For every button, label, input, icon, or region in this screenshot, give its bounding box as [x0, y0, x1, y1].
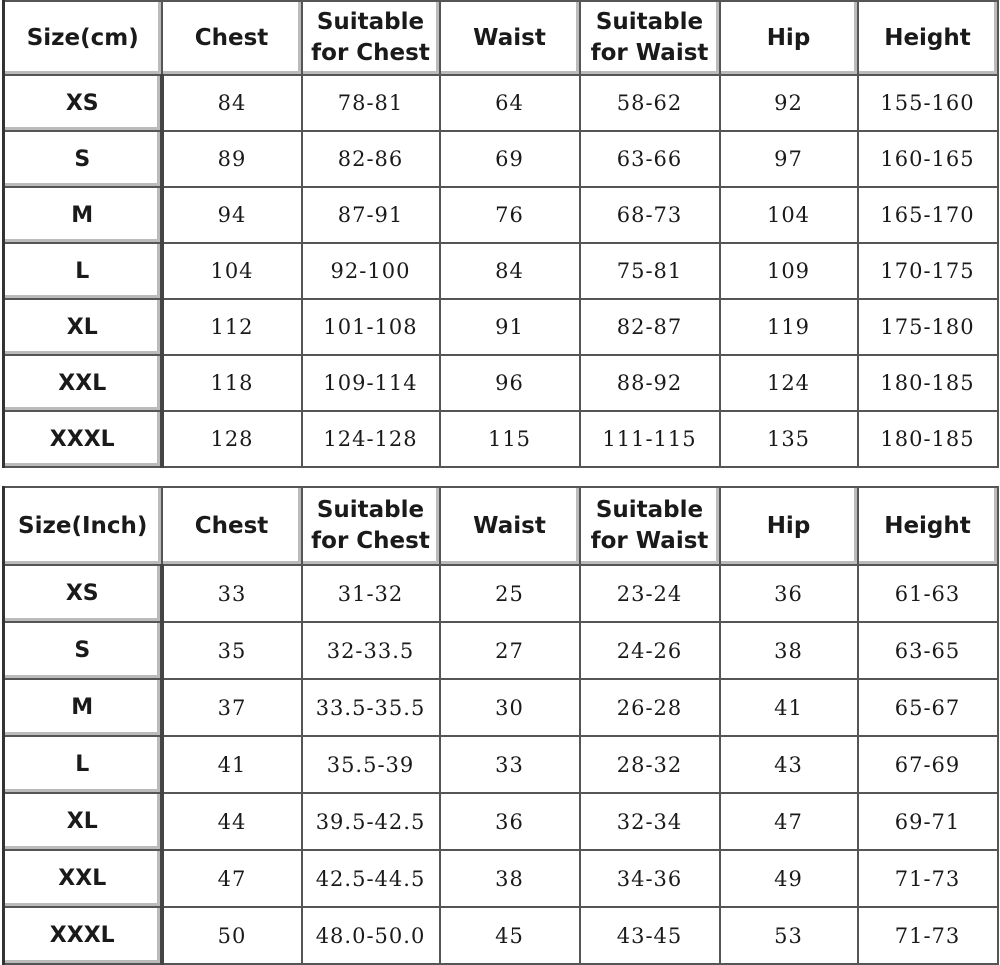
- header-suitable-waist: Suitable for Waist: [580, 1, 720, 75]
- size-label: S: [4, 622, 162, 679]
- header-waist: Waist: [440, 487, 580, 565]
- waist-value: 115: [440, 411, 580, 467]
- size-label: XL: [4, 793, 162, 850]
- header-chest: Chest: [162, 1, 302, 75]
- hip-value: 124: [720, 355, 858, 411]
- table-row: [4, 187, 998, 243]
- suitable-chest-value: 42.5-44.5: [302, 850, 440, 907]
- size-chart-inch-table: [2, 486, 999, 965]
- suitable-chest-value: 124-128: [302, 411, 440, 467]
- chest-value: 50: [162, 907, 302, 964]
- height-value: 175-180: [858, 299, 998, 355]
- header-waist: Waist: [440, 1, 580, 75]
- chest-value: 33: [162, 565, 302, 622]
- height-value: 180-185: [858, 411, 998, 467]
- height-value: 61-63: [858, 565, 998, 622]
- chest-value: 84: [162, 75, 302, 131]
- hip-value: 92: [720, 75, 858, 131]
- hip-value: 36: [720, 565, 858, 622]
- height-value: 67-69: [858, 736, 998, 793]
- waist-value: 96: [440, 355, 580, 411]
- suitable-waist-value: 26-28: [580, 679, 720, 736]
- header-chest: Chest: [162, 487, 302, 565]
- suitable-waist-value: 32-34: [580, 793, 720, 850]
- table-row: [4, 299, 998, 355]
- suitable-chest-value: 48.0-50.0: [302, 907, 440, 964]
- size-label: XXXL: [4, 411, 162, 467]
- table-header-row: [4, 487, 998, 565]
- chest-value: 94: [162, 187, 302, 243]
- header-suitable-chest: Suitable for Chest: [302, 1, 440, 75]
- chest-value: 89: [162, 131, 302, 187]
- height-value: 180-185: [858, 355, 998, 411]
- table-row: [4, 75, 998, 131]
- hip-value: 109: [720, 243, 858, 299]
- suitable-waist-value: 43-45: [580, 907, 720, 964]
- waist-value: 91: [440, 299, 580, 355]
- height-value: 165-170: [858, 187, 998, 243]
- table-header-row: [4, 1, 998, 75]
- suitable-chest-value: 33.5-35.5: [302, 679, 440, 736]
- hip-value: 49: [720, 850, 858, 907]
- table-row: [4, 907, 998, 964]
- suitable-chest-value: 109-114: [302, 355, 440, 411]
- hip-value: 53: [720, 907, 858, 964]
- hip-value: 43: [720, 736, 858, 793]
- suitable-waist-value: 75-81: [580, 243, 720, 299]
- height-value: 160-165: [858, 131, 998, 187]
- table-row: [4, 850, 998, 907]
- suitable-waist-value: 88-92: [580, 355, 720, 411]
- size-label: L: [4, 243, 162, 299]
- height-value: 63-65: [858, 622, 998, 679]
- header-hip: Hip: [720, 487, 858, 565]
- chest-value: 35: [162, 622, 302, 679]
- suitable-waist-value: 63-66: [580, 131, 720, 187]
- hip-value: 104: [720, 187, 858, 243]
- suitable-waist-value: 58-62: [580, 75, 720, 131]
- size-label: XS: [4, 565, 162, 622]
- chest-value: 37: [162, 679, 302, 736]
- chest-value: 112: [162, 299, 302, 355]
- chest-value: 47: [162, 850, 302, 907]
- table-row: [4, 736, 998, 793]
- waist-value: 33: [440, 736, 580, 793]
- suitable-chest-value: 87-91: [302, 187, 440, 243]
- chest-value: 118: [162, 355, 302, 411]
- suitable-waist-value: 23-24: [580, 565, 720, 622]
- waist-value: 45: [440, 907, 580, 964]
- suitable-chest-value: 39.5-42.5: [302, 793, 440, 850]
- height-value: 170-175: [858, 243, 998, 299]
- size-label: XS: [4, 75, 162, 131]
- suitable-chest-value: 31-32: [302, 565, 440, 622]
- size-label: M: [4, 679, 162, 736]
- table-row: [4, 679, 998, 736]
- chest-value: 128: [162, 411, 302, 467]
- hip-value: 38: [720, 622, 858, 679]
- size-label: L: [4, 736, 162, 793]
- suitable-chest-value: 78-81: [302, 75, 440, 131]
- table-row: [4, 131, 998, 187]
- header-suitable-chest: Suitable for Chest: [302, 487, 440, 565]
- hip-value: 41: [720, 679, 858, 736]
- table-row: [4, 411, 998, 467]
- suitable-chest-value: 92-100: [302, 243, 440, 299]
- header-size-cm: Size(cm): [4, 1, 162, 75]
- table-row: [4, 355, 998, 411]
- size-label: M: [4, 187, 162, 243]
- hip-value: 47: [720, 793, 858, 850]
- chest-value: 104: [162, 243, 302, 299]
- waist-value: 27: [440, 622, 580, 679]
- suitable-chest-value: 32-33.5: [302, 622, 440, 679]
- header-suitable-waist: Suitable for Waist: [580, 487, 720, 565]
- waist-value: 30: [440, 679, 580, 736]
- height-value: 65-67: [858, 679, 998, 736]
- size-label: XXL: [4, 850, 162, 907]
- suitable-waist-value: 24-26: [580, 622, 720, 679]
- waist-value: 38: [440, 850, 580, 907]
- size-label: XL: [4, 299, 162, 355]
- waist-value: 25: [440, 565, 580, 622]
- height-value: 71-73: [858, 907, 998, 964]
- suitable-waist-value: 28-32: [580, 736, 720, 793]
- header-height: Height: [858, 487, 998, 565]
- suitable-chest-value: 82-86: [302, 131, 440, 187]
- chest-value: 41: [162, 736, 302, 793]
- waist-value: 69: [440, 131, 580, 187]
- header-height: Height: [858, 1, 998, 75]
- height-value: 69-71: [858, 793, 998, 850]
- waist-value: 76: [440, 187, 580, 243]
- waist-value: 36: [440, 793, 580, 850]
- suitable-chest-value: 101-108: [302, 299, 440, 355]
- suitable-waist-value: 82-87: [580, 299, 720, 355]
- size-chart-cm-table: [2, 0, 999, 468]
- table-row: [4, 622, 998, 679]
- size-label: XXL: [4, 355, 162, 411]
- table-row: [4, 793, 998, 850]
- waist-value: 84: [440, 243, 580, 299]
- height-value: 71-73: [858, 850, 998, 907]
- suitable-chest-value: 35.5-39: [302, 736, 440, 793]
- header-size-inch: Size(Inch): [4, 487, 162, 565]
- hip-value: 135: [720, 411, 858, 467]
- chest-value: 44: [162, 793, 302, 850]
- suitable-waist-value: 111-115: [580, 411, 720, 467]
- waist-value: 64: [440, 75, 580, 131]
- table-row: [4, 243, 998, 299]
- header-hip: Hip: [720, 1, 858, 75]
- size-label: S: [4, 131, 162, 187]
- suitable-waist-value: 34-36: [580, 850, 720, 907]
- hip-value: 119: [720, 299, 858, 355]
- height-value: 155-160: [858, 75, 998, 131]
- size-label: XXXL: [4, 907, 162, 964]
- hip-value: 97: [720, 131, 858, 187]
- table-row: [4, 565, 998, 622]
- suitable-waist-value: 68-73: [580, 187, 720, 243]
